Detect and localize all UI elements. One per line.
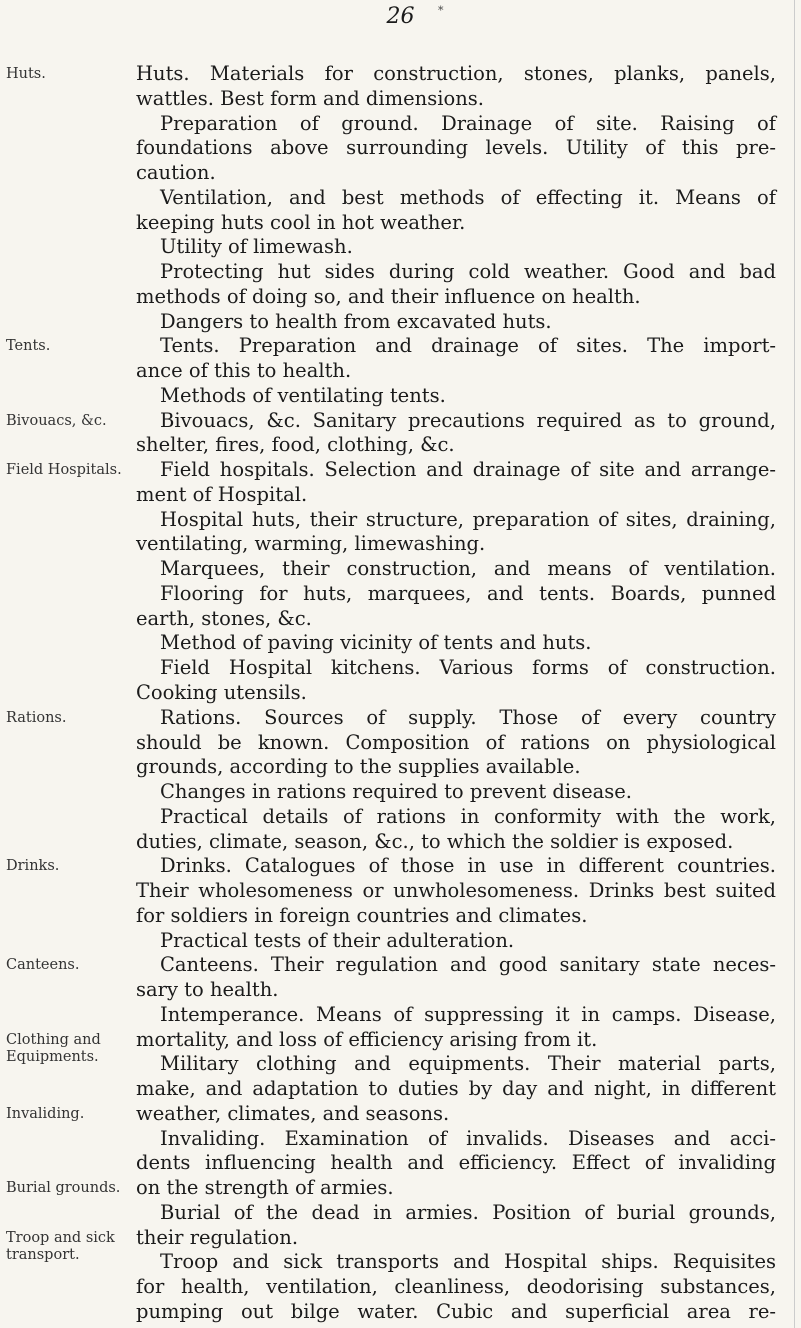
margin-note-invaliding: Invaliding.: [6, 1106, 85, 1122]
page-edge: [794, 0, 795, 1328]
text-line: Bivouacs, &c. Sanitary precautions required as to ground,: [160, 409, 776, 432]
text-line: mortality, and loss of efficiency arising from it.: [136, 1028, 598, 1051]
text-line: Drinks. Catalogues of those in use in different countries.: [160, 854, 776, 877]
margin-note-huts: Huts.: [6, 66, 46, 82]
text-line: Intemperance. Means of suppressing it in camps. Disease,: [160, 1003, 776, 1026]
text-line: Cooking utensils.: [136, 681, 307, 704]
text-line: Changes in rations required to prevent disease.: [160, 780, 632, 803]
text-line: on the strength of armies.: [136, 1176, 394, 1199]
text-line: shelter, fires, food, clothing, &c.: [136, 433, 455, 456]
text-line: Hospital huts, their structure, preparation of sites, draining,: [160, 508, 776, 531]
text-line: Their wholesomeness or unwholesomeness. Drinks best suited: [136, 879, 776, 902]
text-line: pumping out bilge water. Cubic and superficial area re-: [136, 1300, 776, 1323]
text-line: caution.: [136, 161, 216, 184]
text-line: duties, climate, season, &c., to which the soldier is exposed.: [136, 830, 734, 853]
margin-note-rations: Rations.: [6, 710, 67, 726]
text-line: Burial of the dead in armies. Position of burial grounds,: [160, 1201, 776, 1224]
text-line: Practical details of rations in conformity with the work,: [160, 805, 776, 828]
text-line: should be known. Composition of rations on physiological: [136, 731, 776, 754]
text-line: Field hospitals. Selection and drainage of site and arrange-: [160, 458, 776, 481]
text-line: Utility of limewash.: [160, 235, 353, 258]
text-line: earth, stones, &c.: [136, 607, 312, 630]
text-line: Tents. Preparation and drainage of sites. The import-: [160, 334, 776, 357]
text-line: foundations above surrounding levels. Utility of this pre-: [136, 136, 776, 159]
text-line: dents influencing health and efficiency. Effect of invaliding: [136, 1151, 776, 1174]
text-line: Flooring for huts, marquees, and tents. Boards, punned: [160, 582, 776, 605]
text-line: Invaliding. Examination of invalids. Diseases and acci-: [160, 1127, 776, 1150]
margin-note-canteens: Canteens.: [6, 957, 80, 973]
text-line: grounds, according to the supplies available.: [136, 755, 581, 778]
text-line: Practical tests of their adulteration.: [160, 929, 515, 952]
text-line: wattles. Best form and dimensions.: [136, 87, 484, 110]
page-number: 26: [386, 4, 415, 29]
text-line: weather, climates, and seasons.: [136, 1102, 450, 1125]
margin-note-field-hospitals: Field Hospitals.: [6, 462, 122, 478]
text-line: for soldiers in foreign countries and climates.: [136, 904, 588, 927]
text-line: ance of this to health.: [136, 359, 352, 382]
margin-note-transport: Troop and sick transport.: [6, 1230, 115, 1263]
text-line: ventilating, warming, limewashing.: [136, 532, 486, 555]
text-line: Methods of ventilating tents.: [160, 384, 446, 407]
text-line: Canteens. Their regulation and good sanitary state neces-: [160, 953, 776, 976]
text-line: Dangers to health from excavated huts.: [160, 310, 552, 333]
text-line: for health, ventilation, cleanliness, deodorising substances,: [136, 1275, 776, 1298]
text-line: Preparation of ground. Drainage of site. Raising of: [160, 112, 776, 135]
print-mark: *: [438, 4, 444, 17]
text-line: Method of paving vicinity of tents and huts.: [160, 631, 592, 654]
text-line: Troop and sick transports and Hospital ships. Requisites: [160, 1250, 776, 1273]
text-line: ment of Hospital.: [136, 483, 308, 506]
text-line: keeping huts cool in hot weather.: [136, 211, 466, 234]
text-line: methods of doing so, and their influence on health.: [136, 285, 641, 308]
text-line: Rations. Sources of supply. Those of every country: [160, 706, 776, 729]
margin-note-bivouacs: Bivouacs, &c.: [6, 413, 107, 429]
margin-note-tents: Tents.: [6, 338, 51, 354]
text-line: Military clothing and equipments. Their material parts,: [160, 1052, 776, 1075]
margin-note-clothing: Clothing and Equipments.: [6, 1032, 101, 1065]
text-line: Protecting hut sides during cold weather. Good and bad: [160, 260, 776, 283]
text-line: Field Hospital kitchens. Various forms of construction.: [160, 656, 776, 679]
text-line: sary to health.: [136, 978, 279, 1001]
text-line: Ventilation, and best methods of effecting it. Means of: [160, 186, 776, 209]
text-line: Huts. Materials for construction, stones, planks, panels,: [136, 62, 776, 85]
margin-note-drinks: Drinks.: [6, 858, 60, 874]
text-line: make, and adaptation to duties by day and night, in different: [136, 1077, 776, 1100]
text-line: Marquees, their construction, and means of ventilation.: [160, 557, 776, 580]
text-line: their regulation.: [136, 1226, 299, 1249]
margin-note-burial: Burial grounds.: [6, 1180, 121, 1196]
